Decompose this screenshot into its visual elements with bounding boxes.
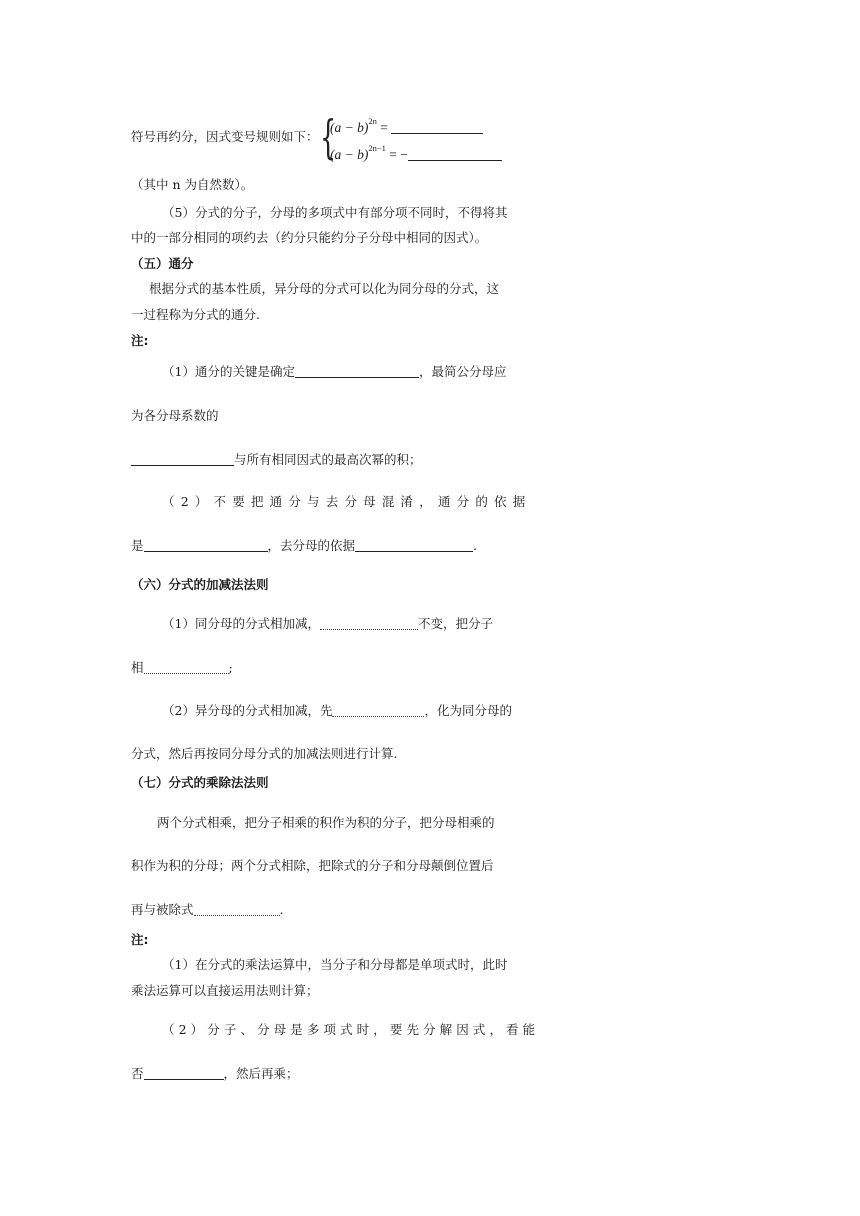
section-title-add-sub: （六）分式的加减法法则 xyxy=(131,577,269,592)
mul-rule-line2: 积作为积的分母；两个分式相除，把除式的分子和分母颠倒位置后 xyxy=(131,858,494,873)
add-rule2-line2: 分式，然后再按同分母分式的加减法则进行计算. xyxy=(131,746,398,761)
sign-change-formula xyxy=(320,112,520,168)
sec5-para-line1: 根据分式的基本性质，异分母的分式可以化为同分母的分式，这 xyxy=(149,281,500,296)
answer-blank[interactable] xyxy=(194,903,280,916)
mul-rule-line3: 再与被除式 . xyxy=(131,902,284,917)
answer-blank[interactable] xyxy=(144,1067,224,1080)
mul-note1-line1: （1）在分式的乘法运算中，当分子和分母都是单项式时，此时 xyxy=(162,957,508,972)
answer-blank[interactable] xyxy=(295,365,419,378)
note5-line2: 中的一部分相同的项约去（约分只能约分子分母中相同的因式）。 xyxy=(131,230,488,245)
tongfen-note2-line1: （2）不要把通分与去分母混淆，通分的依据 xyxy=(162,494,532,509)
answer-blank[interactable] xyxy=(391,121,483,134)
answer-blank[interactable] xyxy=(144,539,268,552)
mul-note1-line2: 乘法运算可以直接运用法则计算； xyxy=(131,983,319,998)
tongfen-note1-line2: 为各分母系数的 xyxy=(131,408,219,423)
mul-note2-line1: （2）分子、分母是多项式时，要先分解因式，看能 xyxy=(162,1022,540,1037)
note-label: 注: xyxy=(131,932,149,947)
answer-blank[interactable] xyxy=(320,617,418,630)
section-title-mul-div: （七）分式的乘除法法则 xyxy=(131,775,269,790)
answer-blank[interactable] xyxy=(355,539,473,552)
tongfen-note2-line2: 是 ，去分母的依据 . xyxy=(131,538,478,553)
rule-intro: 符号再约分，因式变号规则如下： xyxy=(131,129,319,144)
sec5-para-line2: 一过程称为分式的通分. xyxy=(131,307,260,322)
add-rule1-line1: （1）同分母的分式相加减， 不变，把分子 xyxy=(162,616,493,631)
answer-blank[interactable] xyxy=(408,148,502,161)
answer-blank[interactable] xyxy=(332,704,424,717)
formula-row-1: $(a - b)^{2n}$ = xyxy=(330,116,483,136)
answer-blank[interactable] xyxy=(131,453,234,466)
note-label: 注: xyxy=(131,333,149,348)
natural-note: （其中 n 为自然数）。 xyxy=(131,177,254,192)
note5-line1: （5）分式的分子，分母的多项式中有部分项不同时，不得将其 xyxy=(162,205,508,220)
formula-row-2: $(a - b)^{2n-1}$ = − xyxy=(330,143,502,163)
tongfen-note1-line1: （1）通分的关键是确定 ，最简公分母应 xyxy=(162,364,507,379)
section-title-tongfen: （五）通分 xyxy=(131,256,194,271)
add-rule2-line1: （2）异分母的分式相加减，先 ，化为同分母的 xyxy=(162,703,512,718)
add-rule1-line2: 相 ; xyxy=(131,660,233,675)
answer-blank[interactable] xyxy=(144,661,229,674)
mul-note2-line2: 否 ，然后再乘； xyxy=(131,1066,299,1081)
tongfen-note1-line3: 与所有相同因式的最高次幂的积； xyxy=(131,452,422,468)
mul-rule-line1: 两个分式相乘，把分子相乘的积作为积的分子，把分母相乘的 xyxy=(157,815,495,830)
left-brace: { xyxy=(320,110,337,164)
